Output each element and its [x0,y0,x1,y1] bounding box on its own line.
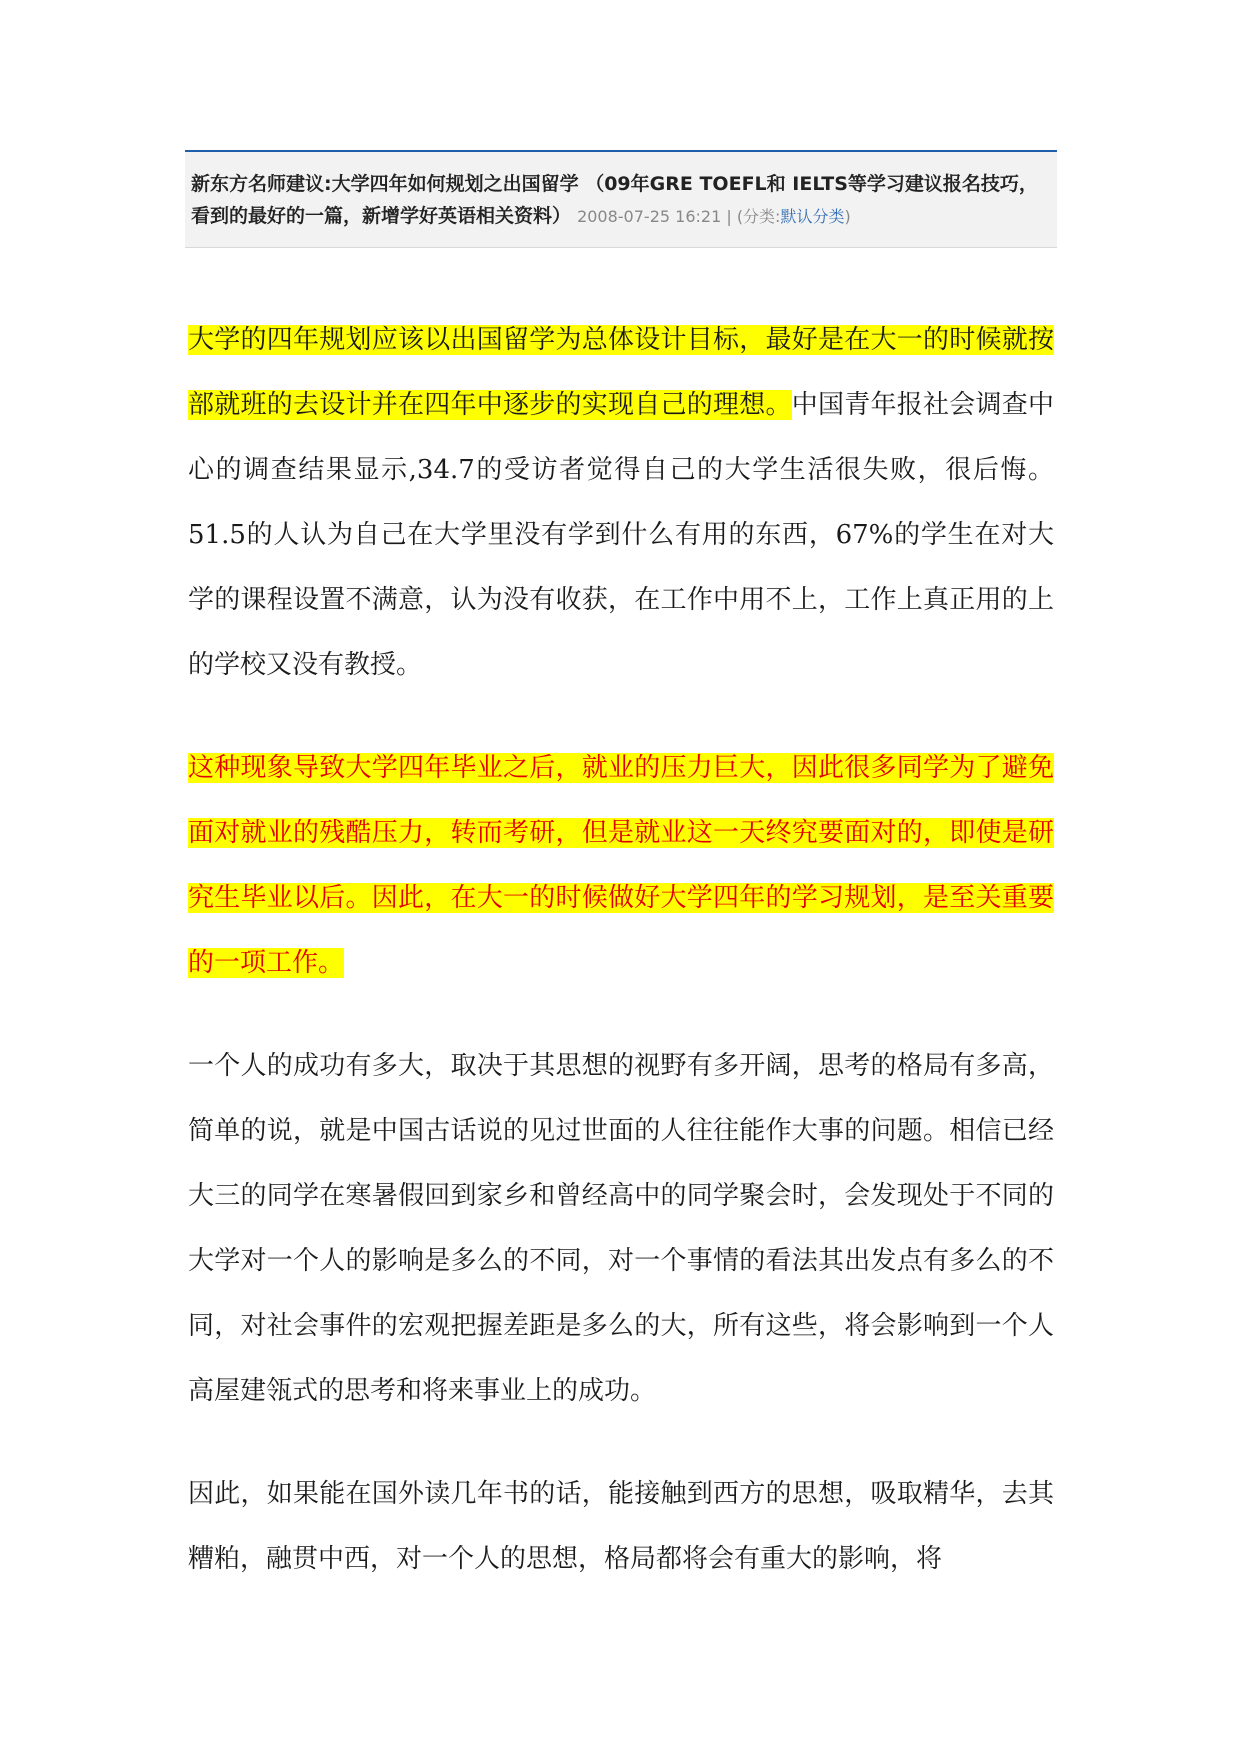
category-link[interactable]: 默认分类 [780,207,845,226]
paragraph-text: 中国青年报社会调查中心的调查结果显示,34.7的受访者觉得自己的大学生活很失败，很后悔。51.5的人认为自己在大学里没有学到什么有用的东西，67%的学生在对大学的课程设置不满意，认为没有收获，在工作中用不上，工作上真正用的上的学校又没有教授。 [188,390,1054,680]
paragraph-1 [188,308,1054,698]
highlighted-red-text: 这种现象导致大学四年毕业之后，就业的压力巨大，因此很多同学为了避免面对就业的残酷压力，转而考研，但是就业这一天终究要面对的，即使是研究生毕业以后。因此，在大一的时候做好大学四年的学习规划，是至关重要的一项工作。 [188,753,1054,978]
post-date: 2008-07-25 16:21 [577,207,722,226]
category-suffix: ) [844,207,851,226]
category-prefix: (分类: [736,207,781,226]
post-title[interactable]: 新东方名师建议:大学四年如何规划之出国留学 （09年GRE TOEFL和 IELTS等学习建议报名技巧，看到的最好的一篇，新增学好英语相关资料） [191,173,1038,227]
paragraph-2 [188,736,1054,996]
highlighted-text: 大学的四年规划应该以出国留学为总体设计目标，最好是在大一的时候就按部就班的去设计并在四年中逐步的实现自己的理想。 [188,325,1054,420]
paragraph-4: 因此，如果能在国外读几年书的话，能接触到西方的思想，吸取精华，去其糟粕，融贯中西，对一个人的思想，格局都将会有重大的影响，将 [188,1479,1054,1574]
meta-separator: | [721,207,737,226]
post-header [185,150,1057,248]
post-meta [577,207,851,226]
post-content [188,308,1054,1630]
paragraph-3: 一个人的成功有多大，取决于其思想的视野有多开阔，思考的格局有多高，简单的说，就是中国古话说的见过世面的人往往能作大事的问题。相信已经大三的同学在寒暑假回到家乡和曾经高中的同学聚会时，会发现处于不同的大学对一个人的影响是多么的不同，对一个事情的看法其出发点有多么的不同，对社会事件的宏观把握差距是多么的大，所有这些，将会影响到一个人高屋建瓴式的思考和将来事业上的成功。 [188,1051,1054,1406]
